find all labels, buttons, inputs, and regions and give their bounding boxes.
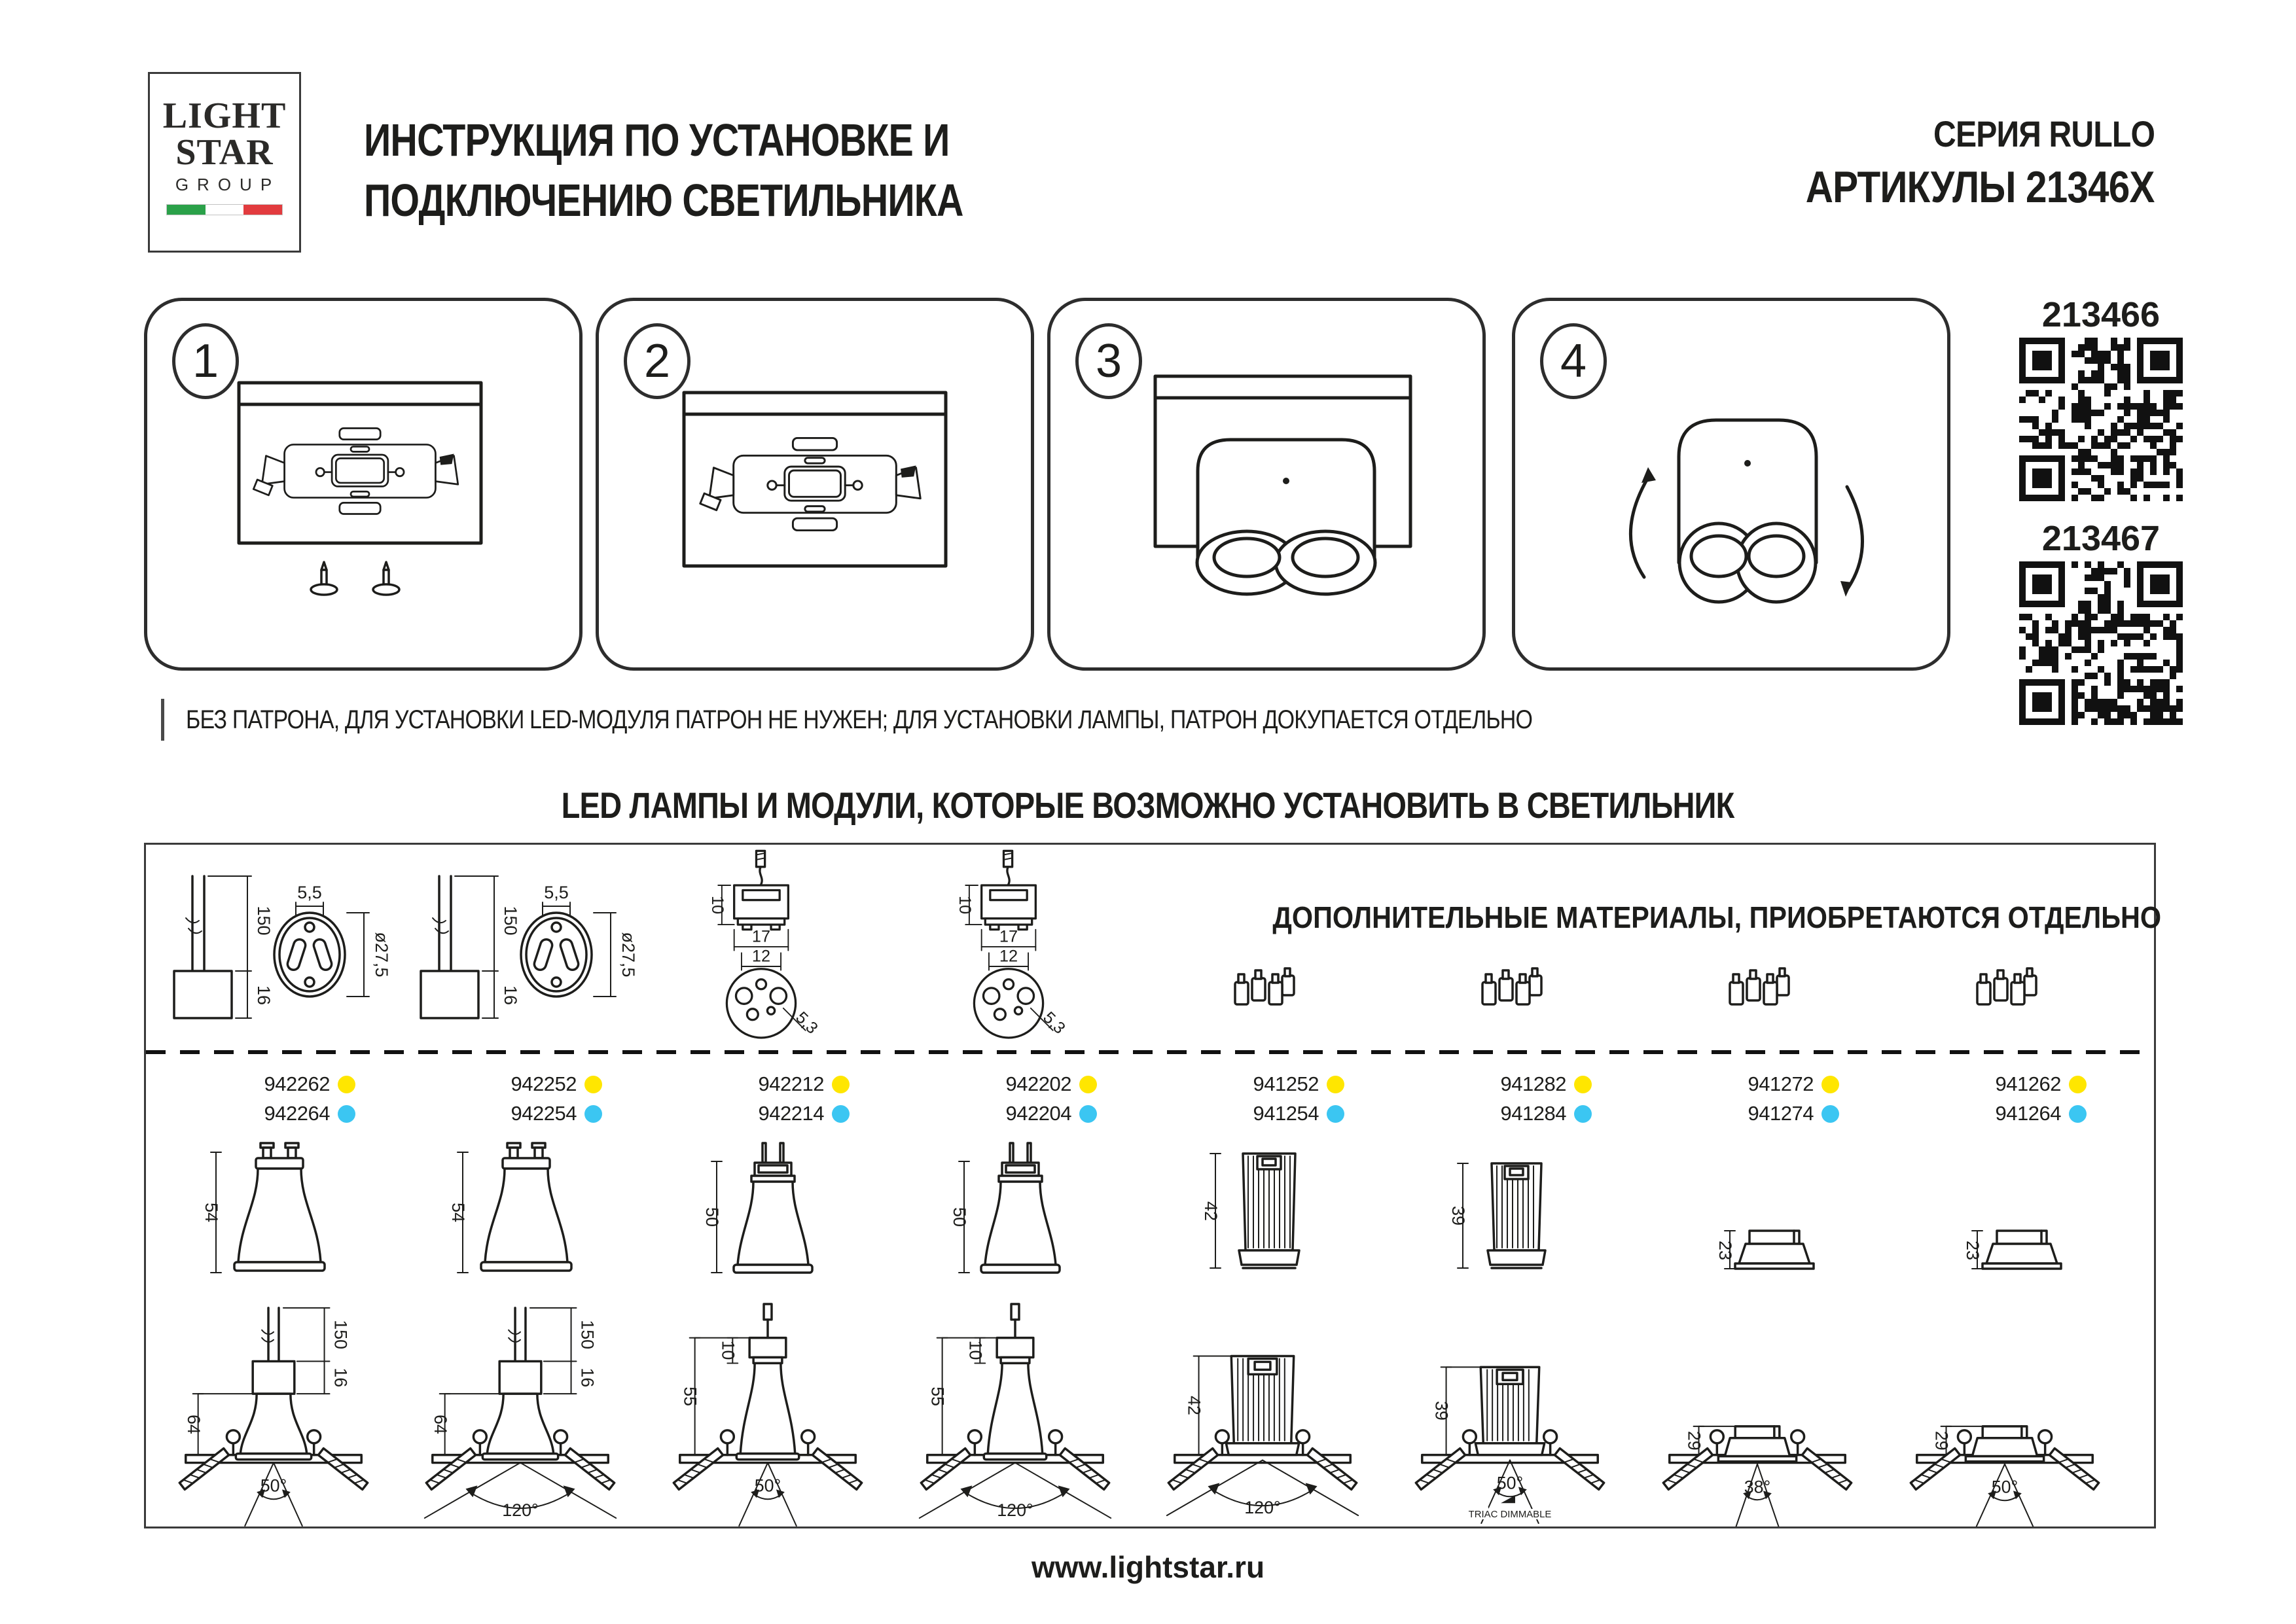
step-panel-3 [1047, 298, 1486, 671]
cool-color-dot [1821, 1105, 1839, 1123]
logo-text-group: GROUP [175, 175, 281, 194]
article-row [759, 1102, 850, 1125]
install-diagram-low [1880, 1299, 2129, 1527]
dashed-divider [146, 1049, 2150, 1055]
dim-label: 42 [1201, 1201, 1221, 1222]
article-code: 941262 [1995, 1072, 2061, 1095]
article-row [1006, 1102, 1097, 1125]
warm-color-dot [1327, 1076, 1344, 1093]
article-row [264, 1072, 355, 1096]
website-url: www.lightstar.ru [1031, 1550, 1265, 1584]
lamps-panel [144, 843, 2161, 1528]
dim-label: 29 [1684, 1430, 1704, 1451]
dim-label: 10 [718, 1340, 738, 1360]
section-title-wrap [0, 784, 2296, 826]
article-row [1748, 1102, 1839, 1125]
cool-color-dot [584, 1105, 602, 1123]
article-row [1748, 1072, 1839, 1096]
triac-dimmable-label: TRIAC DIMMABLE [1468, 1509, 1552, 1521]
dim-label: 150 [501, 906, 520, 936]
article-row [1501, 1072, 1592, 1096]
cool-color-dot [832, 1105, 850, 1123]
dim-label: 55 [680, 1386, 700, 1407]
step-number-2: 2 [624, 323, 691, 399]
dim-label: 39 [1431, 1401, 1452, 1421]
beam-angle-label: 50° [1496, 1473, 1524, 1493]
dim-label: 10 [965, 1340, 986, 1360]
install-diagram-led [1138, 1299, 1387, 1527]
page-title [364, 110, 1095, 230]
dim-label: 23 [1715, 1240, 1735, 1261]
cool-color-dot [2069, 1105, 2087, 1123]
title-line-2: ПОДКЛЮЧЕНИЮ СВЕТИЛЬНИКА [364, 175, 963, 226]
step-1-drawing [177, 347, 543, 654]
title-line-1: ИНСТРУКЦИЯ ПО УСТАНОВКЕ И [364, 115, 950, 166]
dim-label: 23 [1963, 1240, 1982, 1261]
step-4-drawing [1545, 347, 1911, 654]
series-block [1749, 113, 2155, 213]
articles-col-2 [439, 1072, 602, 1125]
articles-col-6 [1428, 1072, 1592, 1125]
article-code: 941254 [1253, 1102, 1319, 1125]
cool-color-dot [338, 1105, 355, 1123]
dim-label: 10 [955, 895, 974, 915]
low-module-drawing [1920, 1134, 2090, 1297]
logo-text-light: LIGHT [162, 96, 287, 136]
dim-label: 16 [254, 985, 274, 1006]
gu10-lamp-drawing [188, 1134, 359, 1297]
dim-label: 29 [1931, 1430, 1952, 1451]
dim-label: 55 [927, 1386, 948, 1407]
cool-color-dot [1079, 1105, 1097, 1123]
dim-label: 50 [950, 1207, 969, 1227]
install-diagram-low [1633, 1299, 1882, 1527]
additional-materials-text: ДОПОЛНИТЕЛЬНЫЕ МАТЕРИАЛЫ, ПРИОБРЕТАЮТСЯ ОТДЕЛЬНО [1272, 900, 2161, 934]
qr-code-213466 [2019, 338, 2183, 501]
article-code: 942254 [511, 1102, 577, 1125]
beam-angle-label: 120° [1244, 1498, 1281, 1518]
dim-label: 54 [448, 1202, 468, 1223]
dim-label: 150 [331, 1320, 351, 1350]
dim-label: 16 [501, 985, 520, 1006]
warm-color-dot [338, 1076, 355, 1093]
dim-label: 64 [183, 1414, 204, 1434]
article-row [759, 1072, 850, 1096]
wire-connector-icon [1721, 960, 1793, 1019]
mr16-socket-drawing-1 [650, 845, 872, 1048]
led-module-drawing [1177, 1134, 1348, 1297]
mr16-lamp-drawing [683, 1134, 853, 1297]
cool-color-dot [1327, 1105, 1344, 1123]
dim-label: 10 [708, 895, 726, 915]
article-code: 941284 [1500, 1102, 1566, 1125]
beam-angle-label: 38° [1744, 1477, 1771, 1497]
wire-connector-icon [1227, 960, 1299, 1019]
step-number-3: 3 [1075, 323, 1142, 399]
dim-label: 50 [702, 1207, 722, 1227]
lightstar-logo [148, 72, 301, 253]
dim-label: 5,5 [297, 883, 322, 902]
step-3-drawing [1080, 347, 1446, 654]
mr16-socket-drawing-2 [897, 845, 1120, 1048]
articles-title: АРТИКУЛЫ 21346X [1806, 162, 2155, 212]
step-panel-2 [596, 298, 1034, 671]
beam-angle-label: 50° [1991, 1477, 2018, 1497]
qr-label-1: 213466 [2041, 295, 2161, 334]
article-row [511, 1072, 602, 1096]
step-2-drawing [628, 347, 995, 654]
section-title: LED ЛАМПЫ И МОДУЛИ, КОТОРЫЕ ВОЗМОЖНО УСТАНОВИТЬ В СВЕТИЛЬНИК [562, 785, 1734, 826]
article-row [1006, 1072, 1097, 1096]
article-row [511, 1102, 602, 1125]
dim-label: 150 [254, 906, 274, 936]
warm-color-dot [2069, 1076, 2087, 1093]
step-number-4: 4 [1540, 323, 1607, 399]
dim-label: 16 [577, 1368, 598, 1388]
warm-color-dot [1079, 1076, 1097, 1093]
note-text-wrap [186, 705, 1770, 735]
led-module-drawing [1425, 1134, 1595, 1297]
articles-col-5 [1181, 1072, 1344, 1125]
mr16-lamp-drawing [930, 1134, 1100, 1297]
cool-color-dot [1574, 1105, 1592, 1123]
warm-color-dot [1574, 1076, 1592, 1093]
article-row [1253, 1072, 1344, 1096]
dim-label: 54 [202, 1202, 221, 1223]
additional-materials-wrap [1157, 900, 2276, 935]
articles-col-7 [1676, 1072, 1839, 1125]
article-code: 942264 [264, 1102, 330, 1125]
gu10-lamp-drawing [435, 1134, 605, 1297]
articles-col-4 [933, 1072, 1097, 1125]
install-diagram-mr16 [891, 1299, 1139, 1527]
dim-label: 5,3 [1039, 1008, 1069, 1038]
qr-label-2: 213467 [2041, 519, 2161, 558]
dim-label: 39 [1448, 1205, 1468, 1226]
beam-angle-label: 120° [997, 1500, 1033, 1521]
warm-color-dot [584, 1076, 602, 1093]
dim-label: ø27,5 [372, 932, 391, 978]
dim-label: 12 [999, 947, 1018, 966]
beam-angle-label: 120° [502, 1500, 539, 1521]
article-row [264, 1102, 355, 1125]
wire-connector-icon [1969, 960, 2041, 1019]
article-row [1501, 1102, 1592, 1125]
install-diagram-gu10 [396, 1299, 645, 1527]
wire-connector-icon [1474, 960, 1546, 1019]
article-row [1996, 1102, 2087, 1125]
step-panel-1 [144, 298, 583, 671]
dim-label: 150 [577, 1320, 598, 1350]
article-code: 942214 [758, 1102, 824, 1125]
note-text: БЕЗ ПАТРОНА, ДЛЯ УСТАНОВКИ LED-МОДУЛЯ ПАТРОН НЕ НУЖЕН; ДЛЯ УСТАНОВКИ ЛАМПЫ, ПАТРОН ДОКУПАЕТСЯ ОТДЕЛЬНО [186, 705, 1533, 734]
dim-label: ø27,5 [619, 932, 638, 978]
article-code: 942212 [758, 1072, 824, 1095]
articles-col-8 [1923, 1072, 2087, 1125]
article-code: 941272 [1748, 1072, 1814, 1095]
install-diagram-gu10 [149, 1299, 398, 1527]
beam-angle-label: 50° [260, 1475, 287, 1496]
dim-label: 12 [751, 947, 771, 966]
article-code: 942202 [1005, 1072, 1071, 1095]
install-diagram-mr16 [643, 1299, 892, 1527]
dim-label: 16 [331, 1368, 351, 1388]
article-code: 942252 [511, 1072, 577, 1095]
article-row [1253, 1102, 1344, 1125]
article-code: 941282 [1500, 1072, 1566, 1095]
articles-col-1 [192, 1072, 355, 1125]
dim-label: 17 [999, 927, 1018, 946]
step-panel-4 [1512, 298, 1950, 671]
dim-label: 5,5 [544, 883, 569, 902]
article-code: 941274 [1748, 1102, 1814, 1125]
rotate-arrow-left [1630, 478, 1648, 577]
article-code: 942262 [264, 1072, 330, 1095]
italian-flag-icon [166, 204, 283, 215]
install-diagram-led-dimmable [1386, 1299, 1634, 1527]
warm-color-dot [1821, 1076, 1839, 1093]
qr-code-213467 [2019, 561, 2183, 725]
dim-label: 5,3 [792, 1008, 821, 1038]
note-divider-bar [161, 699, 164, 741]
logo-text-star: STAR [175, 132, 274, 173]
article-code: 941252 [1253, 1072, 1319, 1095]
article-code: 941264 [1995, 1102, 2061, 1125]
dim-label: 64 [430, 1414, 450, 1434]
dim-label: 17 [751, 927, 771, 946]
step-number-1: 1 [172, 323, 239, 399]
low-module-drawing [1672, 1134, 1842, 1297]
gu10-socket-drawing-2 [403, 850, 638, 1046]
articles-col-3 [686, 1072, 850, 1125]
article-row [1996, 1072, 2087, 1096]
article-code: 942204 [1005, 1102, 1071, 1125]
series-name: СЕРИЯ RULLO [1933, 113, 2155, 154]
warm-color-dot [832, 1076, 850, 1093]
beam-angle-label: 50° [754, 1475, 781, 1496]
dim-label: 42 [1184, 1396, 1204, 1415]
rotate-arrow-right [1847, 487, 1863, 588]
gu10-socket-drawing-1 [156, 850, 391, 1046]
